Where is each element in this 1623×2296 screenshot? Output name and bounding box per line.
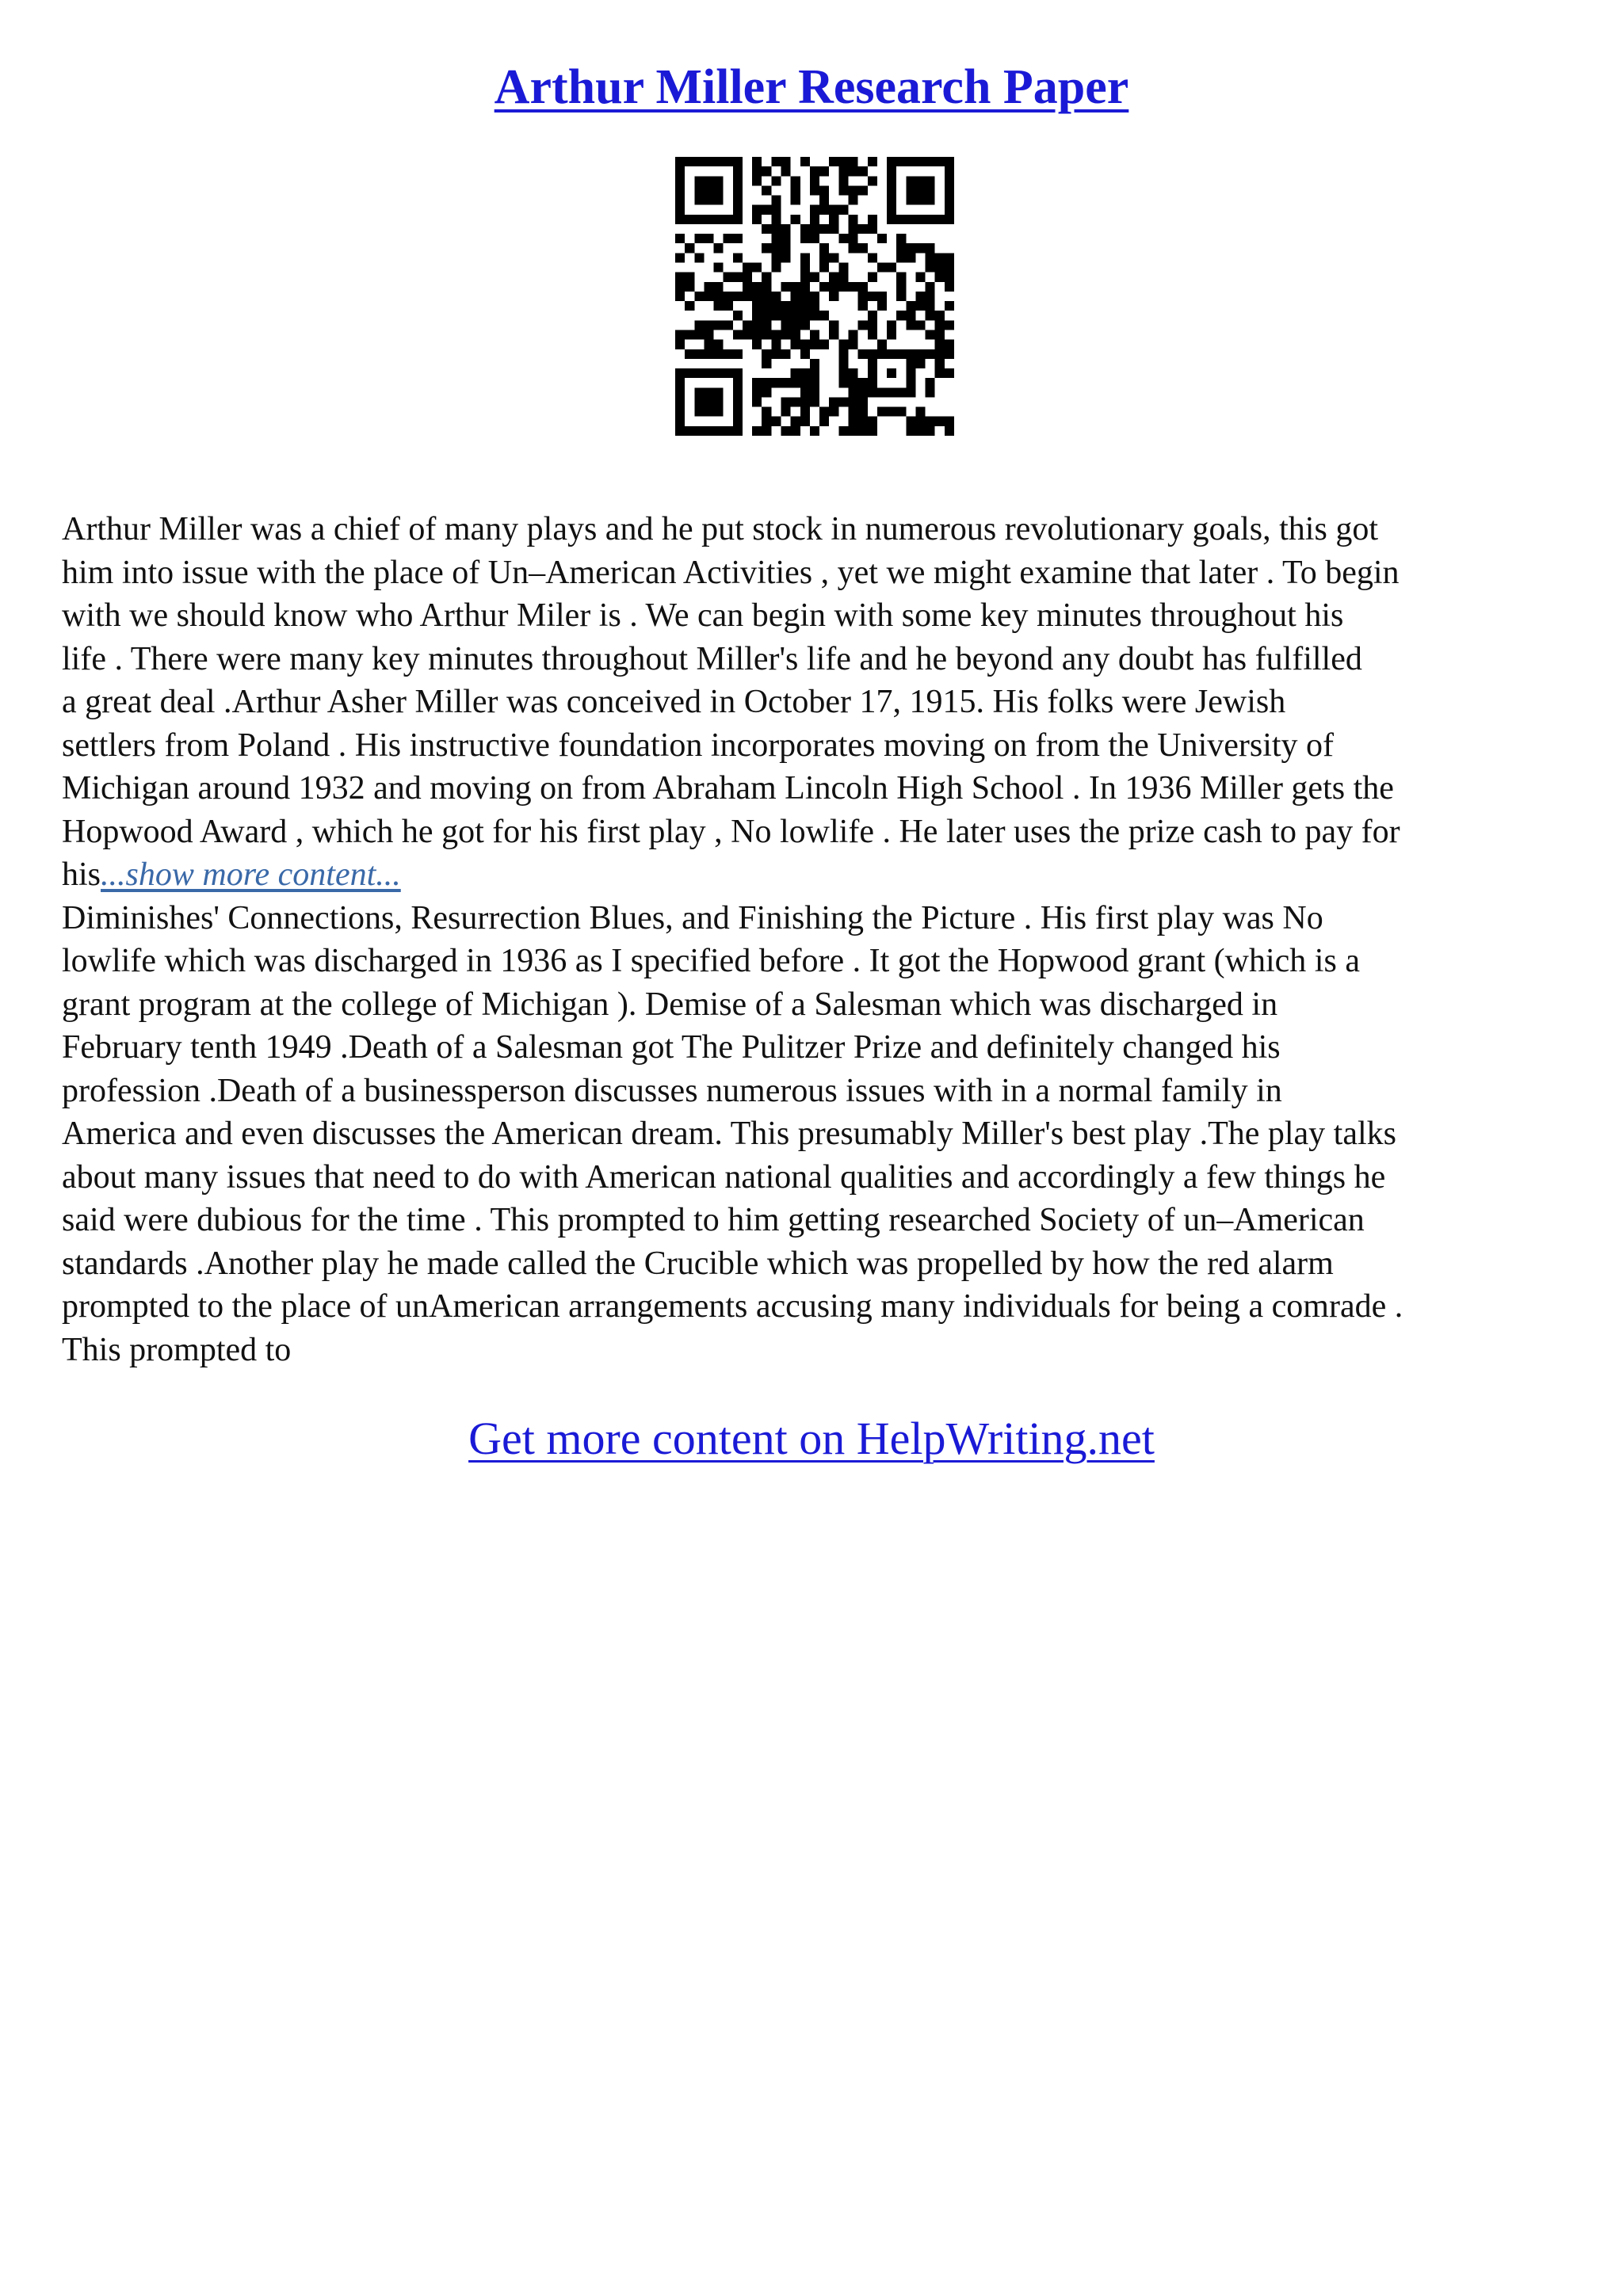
text-line: This prompted to	[62, 1331, 292, 1368]
text-line: profession .Death of a businessperson discusses numerous issues with in a normal family in	[62, 1072, 1282, 1109]
text-line: lowlife which was discharged in 1936 as I specified before . It got the Hopwood grant (which is a	[62, 943, 1360, 979]
text-line: a great deal .Arthur Asher Miller was conceived in October 17, 1915. His folks were Jewish	[62, 684, 1286, 720]
document-title[interactable]: Arthur Miller Research Paper	[494, 60, 1129, 114]
article-body	[62, 508, 1568, 1371]
text-line: Michigan around 1932 and moving on from Abraham Lincoln High School . In 1936 Miller gets the	[62, 770, 1394, 807]
text-line: settlers from Poland . His instructive foundation incorporates moving on from the University of	[62, 727, 1335, 764]
paragraph-2	[62, 897, 1568, 1372]
text-line: about many issues that need to do with American national qualities and accordingly a few things he	[62, 1158, 1386, 1196]
show-more-link[interactable]: ...show more content...	[101, 856, 401, 893]
qr-code	[675, 157, 954, 436]
text-line: February tenth 1949 .Death of a Salesman got The Pulitzer Prize and definitely changed his	[62, 1029, 1281, 1066]
text-line: standards .Another play he made called the Crucible which was propelled by how the red alarm	[62, 1245, 1334, 1282]
text-line: grant program at the college of Michigan ). Demise of a Salesman which was discharged in	[62, 986, 1278, 1023]
qr-code-image	[675, 157, 954, 436]
text-line: America and even discusses the American dream. This presumably Miller's best play .The play talks	[62, 1116, 1396, 1152]
paragraph-1	[62, 508, 1568, 897]
text-line-with-link	[62, 853, 1568, 897]
text-line: Arthur Miller was a chief of many plays and he put stock in numerous revolutionary goals, this got	[62, 511, 1378, 547]
text-line: Diminishes' Connections, Resurrection Blues, and Finishing the Picture . His first play was No	[62, 899, 1323, 936]
text-line: with we should know who Arthur Miler is . We can begin with some key minutes throughout his	[62, 597, 1344, 634]
get-more-content-link[interactable]: Get more content on HelpWriting.net	[468, 1413, 1155, 1464]
text-line: prompted to the place of unAmerican arrangements accusing many individuals for being a comrade .	[62, 1288, 1403, 1325]
text-line: Hopwood Award , which he got for his first play , No lowlife . He later uses the prize cash to pay for	[62, 813, 1400, 850]
text-line: said were dubious for the time . This prompted to him getting researched Society of un–American	[62, 1202, 1365, 1238]
text-line: him into issue with the place of Un–American Activities , yet we might examine that later . To begin	[62, 554, 1400, 591]
text-line: life . There were many key minutes throughout Miller's life and he beyond any doubt has fulfilled	[62, 640, 1362, 677]
last-line-start: his	[62, 856, 101, 893]
